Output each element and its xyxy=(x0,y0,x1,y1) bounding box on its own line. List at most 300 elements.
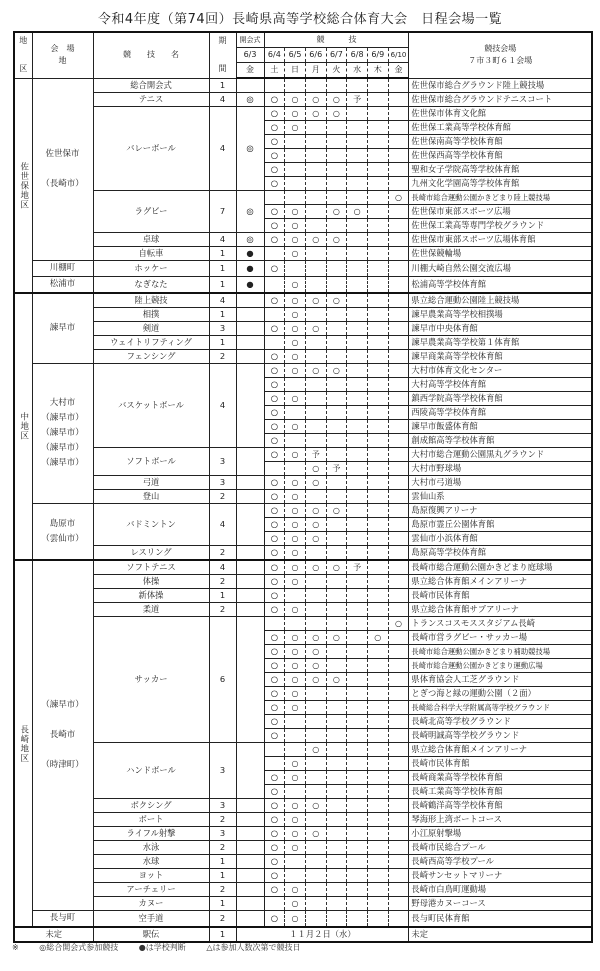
day-cell xyxy=(388,729,409,743)
day-cell xyxy=(347,406,368,420)
day-cell xyxy=(388,757,409,771)
opening-mark xyxy=(236,364,264,448)
sport-period: 1 xyxy=(209,247,236,261)
header-date: 6/6 xyxy=(305,48,326,63)
day-cell xyxy=(347,617,368,631)
day-cell xyxy=(285,855,306,869)
day-cell xyxy=(388,785,409,799)
day-cell xyxy=(347,392,368,406)
day-cell xyxy=(347,504,368,518)
day-cell xyxy=(305,869,326,883)
day-cell: ○ xyxy=(285,350,306,364)
day-cell xyxy=(305,603,326,617)
day-cell: ○ xyxy=(264,261,285,277)
day-cell xyxy=(305,771,326,785)
day-cell: ○ xyxy=(285,841,306,855)
opening-mark: ● xyxy=(236,277,264,294)
undecided-sport: 駅伝 xyxy=(93,927,209,942)
day-cell xyxy=(367,518,388,532)
day-cell xyxy=(367,743,388,757)
opening-mark xyxy=(236,336,264,350)
day-cell xyxy=(285,743,306,757)
day-cell xyxy=(367,219,388,233)
day-cell xyxy=(305,149,326,163)
day-cell xyxy=(326,757,347,771)
sport-name: テニス xyxy=(93,93,209,107)
day-cell: ○ xyxy=(264,93,285,107)
day-cell xyxy=(326,645,347,659)
sport-name: ボクシング xyxy=(93,799,209,813)
day-cell: ○ xyxy=(285,219,306,233)
day-cell: ○ xyxy=(326,364,347,378)
day-cell: ○ xyxy=(285,448,306,462)
day-cell: ○ xyxy=(388,191,409,205)
day-cell: ○ xyxy=(264,631,285,645)
sport-name: なぎなた xyxy=(93,277,209,294)
header-date: 6/8 xyxy=(347,48,368,63)
day-cell xyxy=(388,261,409,277)
day-cell xyxy=(326,841,347,855)
day-cell: ○ xyxy=(326,560,347,575)
day-cell xyxy=(305,715,326,729)
day-cell xyxy=(347,546,368,561)
venue-name: 長崎市民総合プール xyxy=(409,841,592,855)
schedule-table xyxy=(13,31,593,943)
day-cell: ○ xyxy=(285,277,306,294)
day-cell xyxy=(388,308,409,322)
day-cell: ○ xyxy=(264,589,285,603)
day-cell xyxy=(326,715,347,729)
sport-period: 2 xyxy=(209,490,236,504)
day-cell xyxy=(347,827,368,841)
day-cell xyxy=(367,121,388,135)
day-cell xyxy=(285,261,306,277)
venue-name: 諫早農業高等学校相撲場 xyxy=(409,308,592,322)
day-cell xyxy=(388,883,409,897)
header-date: 6/4 xyxy=(264,48,285,63)
day-cell xyxy=(305,897,326,911)
day-cell xyxy=(388,518,409,532)
header-date: 6/9 xyxy=(367,48,388,63)
venue-name: 聖和女子学院高等学校体育館 xyxy=(409,163,592,177)
day-cell: ○ xyxy=(264,476,285,490)
day-cell xyxy=(367,93,388,107)
day-cell xyxy=(347,771,368,785)
opening-mark xyxy=(236,476,264,490)
day-cell: ○ xyxy=(264,841,285,855)
day-cell xyxy=(305,785,326,799)
venue-name: 大村市野球場 xyxy=(409,462,592,476)
day-cell: ○ xyxy=(285,518,306,532)
region-label: 佐世保地区 xyxy=(14,78,32,293)
sport-period: 2 xyxy=(209,575,236,589)
sport-name: ボート xyxy=(93,813,209,827)
day-cell xyxy=(326,336,347,350)
venue-name: 大村市総合運動公園黒丸グラウンド xyxy=(409,448,592,462)
day-cell xyxy=(305,911,326,928)
table-row xyxy=(14,799,592,813)
day-cell xyxy=(305,336,326,350)
day-cell xyxy=(388,603,409,617)
day-cell: ○ xyxy=(264,406,285,420)
venue-name: 大村高等学校体育館 xyxy=(409,378,592,392)
sport-name: アーチェリー xyxy=(93,883,209,897)
day-cell xyxy=(285,78,306,93)
day-cell xyxy=(367,715,388,729)
day-cell: ○ xyxy=(388,617,409,631)
day-cell xyxy=(326,177,347,191)
sport-period: 2 xyxy=(209,911,236,928)
day-cell xyxy=(367,673,388,687)
city-label: 松浦市 xyxy=(32,277,93,294)
day-cell xyxy=(347,107,368,121)
table-row xyxy=(14,827,592,841)
day-cell xyxy=(347,434,368,448)
day-cell xyxy=(347,233,368,247)
day-cell xyxy=(367,448,388,462)
header-date: 6/3 xyxy=(236,48,264,63)
day-cell xyxy=(326,869,347,883)
table-row xyxy=(14,911,592,928)
day-cell: ○ xyxy=(305,631,326,645)
day-cell xyxy=(285,191,306,205)
venue-name: 小江原射撃場 xyxy=(409,827,592,841)
day-cell: ○ xyxy=(285,205,306,219)
day-cell: ○ xyxy=(285,336,306,350)
day-cell: ○ xyxy=(264,673,285,687)
day-cell xyxy=(347,518,368,532)
day-cell xyxy=(367,378,388,392)
day-cell: ○ xyxy=(285,883,306,897)
footnote-item: ◎総合開会式参加競技 xyxy=(39,943,119,952)
day-cell xyxy=(305,261,326,277)
venue-name: 佐世保南高等学校体育館 xyxy=(409,135,592,149)
day-cell xyxy=(326,855,347,869)
day-cell xyxy=(367,205,388,219)
day-cell xyxy=(388,107,409,121)
venue-name: 雲仙山系 xyxy=(409,490,592,504)
day-cell xyxy=(347,261,368,277)
day-cell xyxy=(347,645,368,659)
day-cell: ○ xyxy=(285,322,306,336)
day-cell: ○ xyxy=(326,673,347,687)
table-row xyxy=(14,93,592,107)
day-cell xyxy=(305,757,326,771)
day-cell xyxy=(388,560,409,575)
day-cell xyxy=(305,121,326,135)
day-cell xyxy=(388,149,409,163)
day-cell: ○ xyxy=(285,476,306,490)
table-row xyxy=(14,617,592,631)
table-row xyxy=(14,322,592,336)
day-cell xyxy=(347,813,368,827)
day-cell xyxy=(326,406,347,420)
venue-name: 諫早商業高等学校体育館 xyxy=(409,350,592,364)
day-cell xyxy=(264,617,285,631)
city-label: 佐世保市 （長崎市） xyxy=(32,78,93,261)
day-cell xyxy=(367,135,388,149)
sport-period: 3 xyxy=(209,799,236,813)
sport-period: 1 xyxy=(209,78,236,93)
day-cell xyxy=(388,715,409,729)
sport-name: ラグビー xyxy=(93,191,209,233)
day-cell: ○ xyxy=(264,799,285,813)
day-cell xyxy=(326,575,347,589)
day-cell xyxy=(388,78,409,93)
day-cell xyxy=(367,107,388,121)
day-cell xyxy=(367,645,388,659)
table-row xyxy=(14,107,592,121)
undecided-period: 1 xyxy=(209,927,236,942)
day-cell xyxy=(388,827,409,841)
day-cell xyxy=(326,490,347,504)
day-cell xyxy=(388,233,409,247)
venue-name: 大村市体育文化センター xyxy=(409,364,592,378)
day-cell xyxy=(305,701,326,715)
sport-period: 1 xyxy=(209,897,236,911)
venue-name: 大村市弓道場 xyxy=(409,476,592,490)
day-cell xyxy=(326,392,347,406)
day-cell: ○ xyxy=(305,93,326,107)
day-cell xyxy=(388,799,409,813)
header-weekday: 土 xyxy=(264,63,285,79)
sport-period: 1 xyxy=(209,277,236,294)
day-cell xyxy=(367,729,388,743)
day-cell xyxy=(367,191,388,205)
day-cell xyxy=(388,673,409,687)
day-cell xyxy=(347,476,368,490)
header-date: 6/10 xyxy=(388,48,409,63)
day-cell xyxy=(326,687,347,701)
day-cell: ○ xyxy=(285,560,306,575)
day-cell xyxy=(264,308,285,322)
day-cell: ○ xyxy=(326,93,347,107)
day-cell xyxy=(388,135,409,149)
day-cell xyxy=(347,799,368,813)
day-cell xyxy=(347,308,368,322)
day-cell xyxy=(388,448,409,462)
day-cell: ○ xyxy=(264,322,285,336)
day-cell: ○ xyxy=(285,659,306,673)
opening-mark: ◎ xyxy=(236,191,264,233)
venue-name: 創成館高等学校体育館 xyxy=(409,434,592,448)
day-cell xyxy=(367,799,388,813)
footnote-item: ●は学校判断 xyxy=(138,943,186,952)
sport-name: ソフトテニス xyxy=(93,560,209,575)
venue-name: 松浦高等学校体育館 xyxy=(409,277,592,294)
venue-name: 長崎商業高等学校体育館 xyxy=(409,771,592,785)
table-row xyxy=(14,743,592,757)
sport-name: バレーボール xyxy=(93,107,209,191)
table-row xyxy=(14,277,592,294)
opening-mark xyxy=(236,813,264,827)
region-label: 長崎地区 xyxy=(14,560,32,927)
day-cell: ○ xyxy=(264,392,285,406)
city-label: 川棚町 xyxy=(32,261,93,277)
day-cell xyxy=(388,177,409,191)
day-cell: ○ xyxy=(285,911,306,928)
sport-name: 柔道 xyxy=(93,603,209,617)
day-cell xyxy=(367,350,388,364)
city-label: （諫早市） 長崎市 （時津町） xyxy=(32,560,93,911)
header-weekday: 月 xyxy=(305,63,326,79)
day-cell xyxy=(326,883,347,897)
day-cell xyxy=(326,603,347,617)
sport-period: 1 xyxy=(209,855,236,869)
day-cell xyxy=(285,869,306,883)
day-cell xyxy=(285,617,306,631)
sport-period: 2 xyxy=(209,603,236,617)
day-cell: ○ xyxy=(264,135,285,149)
table-row xyxy=(14,364,592,378)
day-cell xyxy=(326,261,347,277)
day-cell xyxy=(367,504,388,518)
day-cell xyxy=(305,729,326,743)
day-cell xyxy=(326,546,347,561)
day-cell: ○ xyxy=(305,799,326,813)
day-cell: ○ xyxy=(305,322,326,336)
venue-name: 長崎工業高等学校体育館 xyxy=(409,785,592,799)
sport-name: ソフトボール xyxy=(93,448,209,476)
day-cell: ○ xyxy=(264,560,285,575)
day-cell xyxy=(367,603,388,617)
day-cell: ○ xyxy=(264,645,285,659)
day-cell xyxy=(388,476,409,490)
sport-period: 2 xyxy=(209,546,236,561)
day-cell: 予 xyxy=(347,560,368,575)
day-cell: ○ xyxy=(326,504,347,518)
day-cell xyxy=(285,177,306,191)
day-cell xyxy=(347,293,368,308)
sport-name: 水球 xyxy=(93,855,209,869)
sport-period: 3 xyxy=(209,476,236,490)
sport-period: 4 xyxy=(209,293,236,308)
day-cell xyxy=(326,149,347,163)
day-cell xyxy=(388,701,409,715)
day-cell xyxy=(367,434,388,448)
day-cell xyxy=(264,757,285,771)
venue-name: 県立総合運動公園陸上競技場 xyxy=(409,293,592,308)
day-cell xyxy=(326,743,347,757)
city-label: 長与町 xyxy=(32,911,93,928)
day-cell: ○ xyxy=(264,448,285,462)
table-row-undecided xyxy=(14,927,592,942)
day-cell xyxy=(367,277,388,294)
day-cell xyxy=(367,364,388,378)
day-cell: ○ xyxy=(285,392,306,406)
day-cell xyxy=(305,277,326,294)
day-cell xyxy=(388,813,409,827)
opening-mark xyxy=(236,603,264,617)
header-weekday: 金 xyxy=(388,63,409,79)
day-cell xyxy=(388,434,409,448)
day-cell: ○ xyxy=(285,247,306,261)
day-cell xyxy=(388,406,409,420)
sport-period: 1 xyxy=(209,261,236,277)
opening-mark xyxy=(236,560,264,575)
sport-name: 弓道 xyxy=(93,476,209,490)
day-cell: ○ xyxy=(326,293,347,308)
venue-name: 佐世保工業高等学校体育館 xyxy=(409,121,592,135)
table-row xyxy=(14,560,592,575)
schedule-body xyxy=(14,32,592,942)
sport-period: 4 xyxy=(209,560,236,575)
day-cell: ○ xyxy=(285,546,306,561)
day-cell xyxy=(347,378,368,392)
sport-name: レスリング xyxy=(93,546,209,561)
day-cell: ○ xyxy=(326,205,347,219)
day-cell: ○ xyxy=(285,575,306,589)
day-cell xyxy=(326,308,347,322)
day-cell xyxy=(347,841,368,855)
day-cell: ○ xyxy=(264,701,285,715)
opening-mark xyxy=(236,546,264,561)
day-cell: ○ xyxy=(264,219,285,233)
day-cell xyxy=(326,420,347,434)
opening-mark xyxy=(236,617,264,743)
venue-name: 長崎サンセットマリーナ xyxy=(409,869,592,883)
day-cell: ○ xyxy=(264,434,285,448)
day-cell: ○ xyxy=(285,687,306,701)
day-cell xyxy=(367,532,388,546)
day-cell xyxy=(347,631,368,645)
day-cell xyxy=(367,261,388,277)
day-cell: ○ xyxy=(264,163,285,177)
day-cell xyxy=(347,336,368,350)
opening-mark xyxy=(236,490,264,504)
day-cell xyxy=(347,715,368,729)
day-cell: ○ xyxy=(264,107,285,121)
opening-mark: ● xyxy=(236,247,264,261)
sport-period: 4 xyxy=(209,504,236,546)
day-cell xyxy=(347,78,368,93)
venue-name: 長崎鶴洋高等学校体育館 xyxy=(409,799,592,813)
venue-name: 佐世保競輪場 xyxy=(409,247,592,261)
day-cell xyxy=(347,757,368,771)
opening-mark xyxy=(236,869,264,883)
day-cell: ○ xyxy=(305,518,326,532)
day-cell xyxy=(264,78,285,93)
table-row xyxy=(14,261,592,277)
table-row xyxy=(14,78,592,93)
day-cell xyxy=(367,841,388,855)
region-label: 中地区 xyxy=(14,293,32,560)
venue-name: 西陵高等学校体育館 xyxy=(409,406,592,420)
opening-mark xyxy=(236,883,264,897)
day-cell xyxy=(305,855,326,869)
day-cell xyxy=(388,645,409,659)
venue-name: 県体育協会人工芝グラウンド xyxy=(409,673,592,687)
day-cell xyxy=(285,462,306,476)
day-cell xyxy=(388,462,409,476)
day-cell xyxy=(326,476,347,490)
sport-name: ヨット xyxy=(93,869,209,883)
day-cell xyxy=(388,378,409,392)
day-cell: ○ xyxy=(264,504,285,518)
day-cell xyxy=(347,673,368,687)
day-cell xyxy=(305,247,326,261)
footnote xyxy=(12,942,318,953)
day-cell xyxy=(326,191,347,205)
day-cell xyxy=(367,771,388,785)
header-venue: 競技会場 ７市３町６１会場 xyxy=(409,32,592,78)
day-cell xyxy=(388,336,409,350)
sport-period: 2 xyxy=(209,350,236,364)
day-cell: ○ xyxy=(264,532,285,546)
day-cell xyxy=(347,575,368,589)
table-row xyxy=(14,589,592,603)
day-cell: ○ xyxy=(264,771,285,785)
